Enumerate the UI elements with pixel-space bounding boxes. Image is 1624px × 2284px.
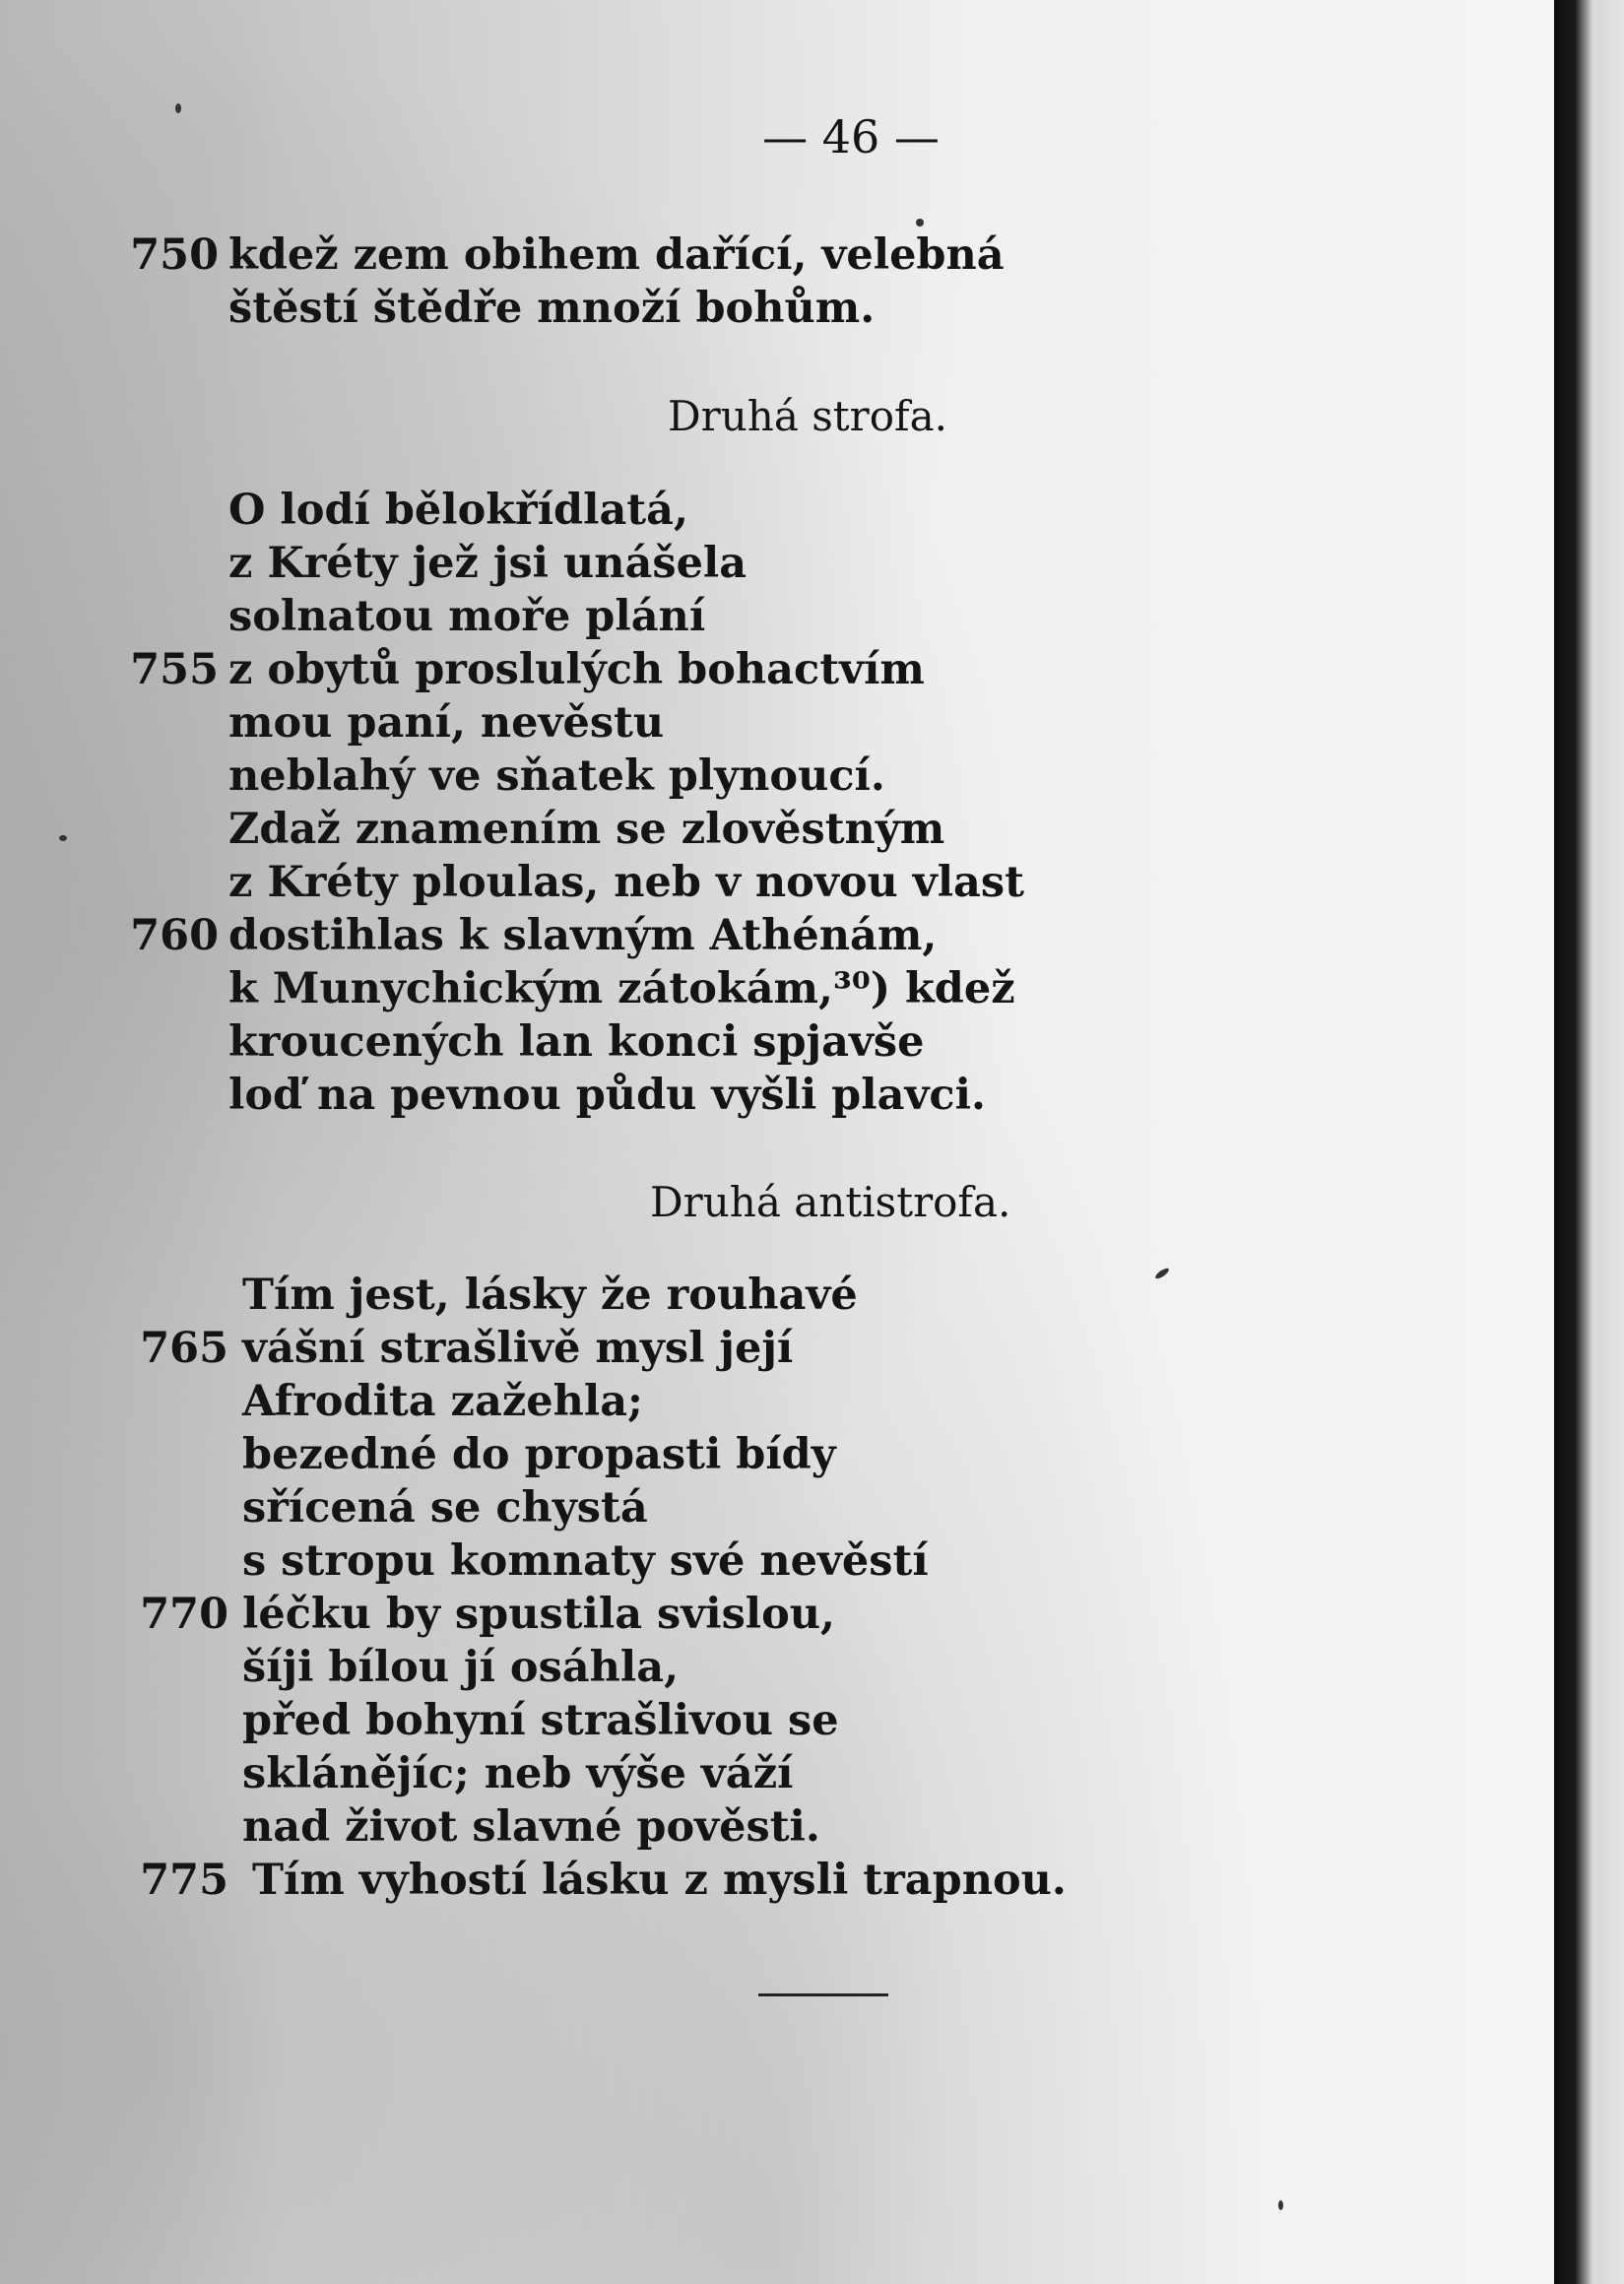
- verse-line: před bohyní strašlivou se: [242, 1696, 839, 1745]
- line-number: 765: [140, 1324, 228, 1373]
- verse-line: vášní strašlivě mysl její: [242, 1324, 794, 1373]
- book-gutter-edge: [1554, 0, 1624, 2284]
- line-number: 755: [130, 645, 219, 694]
- verse-line: z Kréty jež jsi unášela: [228, 539, 747, 588]
- verse-line: O lodí bělokřídlatá,: [228, 486, 688, 535]
- verse-line: solnatou moře plání: [228, 592, 706, 641]
- verse-line: mou paní, nevěstu: [228, 698, 665, 748]
- end-rule: [758, 1993, 888, 1996]
- line-number: 775: [140, 1856, 228, 1905]
- verse-line: sklánějíc; neb výše váží: [242, 1749, 794, 1798]
- verse-line: neblahý ve sňatek plynoucí.: [228, 751, 885, 801]
- verse-line: loď na pevnou půdu vyšli plavci.: [228, 1071, 986, 1120]
- verse-line: Zdaž znamením se zlověstným: [228, 805, 945, 854]
- verse-line: k Munychickým zátokám,³⁰) kdež: [228, 964, 1015, 1013]
- verse-line: z Kréty ploulas, neb v novou vlast: [228, 858, 1024, 907]
- verse-line: šíji bílou jí osáhla,: [242, 1643, 680, 1692]
- verse-line: kroucených lan konci spjavše: [228, 1017, 925, 1067]
- scan-speck: [175, 103, 181, 113]
- page-number: — 46 —: [762, 110, 940, 163]
- verse-line: kdež zem obihem dařící, velebná: [228, 230, 1005, 280]
- verse-line: s stropu komnaty své nevěstí: [242, 1536, 929, 1586]
- verse-line: Tím vyhostí lásku z mysli trapnou.: [252, 1856, 1067, 1905]
- verse-line: štěstí štědře množí bohům.: [228, 284, 876, 333]
- scan-speck: [59, 835, 67, 841]
- line-number: 760: [130, 911, 219, 960]
- verse-line: bezedné do propasti bídy: [242, 1430, 836, 1479]
- line-number: 750: [130, 230, 219, 280]
- scan-speck: [916, 219, 924, 227]
- verse-line: dostihlas k slavným Athénám,: [228, 911, 938, 960]
- verse-line: nad život slavné pověsti.: [242, 1802, 820, 1852]
- line-number: 770: [140, 1590, 228, 1639]
- verse-line: Tím jest, lásky že rouhavé: [242, 1271, 858, 1320]
- section-heading-druha-strofa: Druhá strofa.: [668, 392, 947, 440]
- verse-line: Afrodita zažehla;: [242, 1377, 643, 1426]
- verse-line: léčku by spustila svislou,: [242, 1590, 836, 1639]
- section-heading-druha-antistrofa: Druhá antistrofa.: [650, 1178, 1011, 1226]
- scan-speck: [1278, 2200, 1283, 2210]
- scan-speck: [1154, 1267, 1171, 1280]
- verse-line: sřícená se chystá: [242, 1483, 648, 1533]
- verse-line: z obytů proslulých bohactvím: [228, 645, 925, 694]
